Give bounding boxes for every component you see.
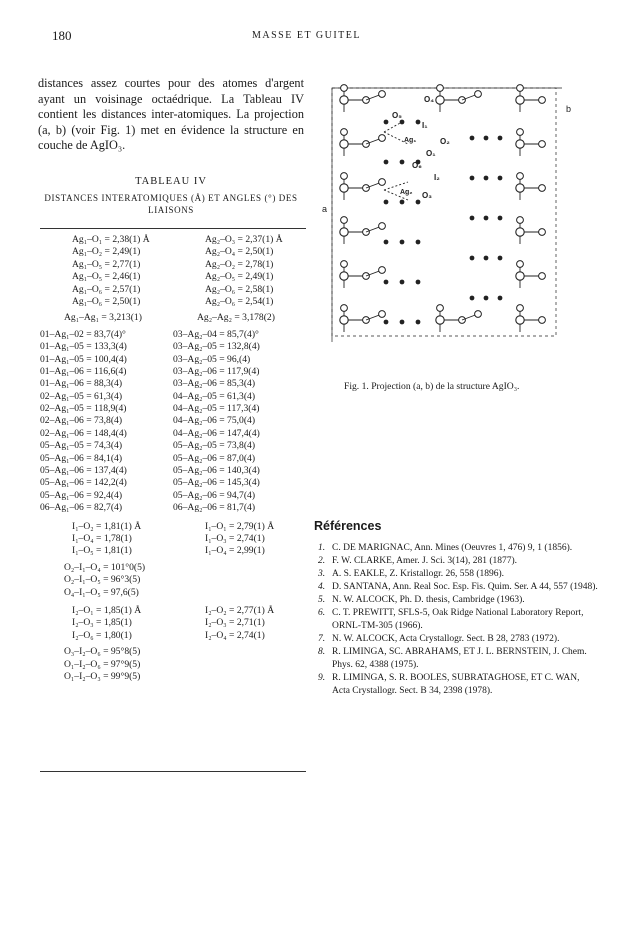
table-row [40, 617, 306, 629]
silver-atom [400, 320, 405, 325]
silver-atom [400, 160, 405, 165]
silver-atom [416, 200, 421, 205]
table-cell: 01–Ag₁–06 = 116,6(4) [40, 365, 127, 377]
oxygen-atom [475, 91, 482, 98]
table-cell: 05–Ag₁–06 = 137,4(4) [40, 465, 127, 477]
table-cell: I₂–O₃ = 1,85(1) [72, 617, 132, 629]
table-cell: 02–Ag₁–06 = 148,4(4) [40, 427, 127, 439]
oxygen-atom [379, 223, 386, 230]
silver-atom [484, 136, 489, 141]
iodine-atom [516, 96, 524, 104]
table-bottom-rule [40, 771, 306, 772]
table-row [40, 490, 306, 502]
table-cell: 05–Ag₁–06 = 142,2(4) [40, 477, 127, 489]
body-paragraph: distances assez courtes pour des atomes d'argent ayant un voisinage octaédrique. La Tableau IV contient les distances inter-atomiques. La projection (a, b) (voir Fig. 1) met en évidence la structure en couche de AgIO₃. [38, 76, 304, 153]
iodine-atom [340, 140, 348, 148]
table-row [40, 354, 306, 366]
silver-atom [470, 216, 475, 221]
table-row [40, 246, 306, 258]
oxygen-atom [341, 85, 348, 92]
table-cell: 05–Ag₂–06 = 140,3(4) [173, 465, 260, 477]
silver-atom [484, 216, 489, 221]
table-cell: Ag₂–O₆ = 2,54(1) [205, 295, 274, 307]
silver-atom [384, 160, 389, 165]
oxygen-atom [517, 305, 524, 312]
reference-item [318, 607, 598, 633]
table-row [40, 630, 306, 642]
table-cell: I₁–O₄ = 1,78(1) [72, 532, 132, 544]
silver-atom [384, 280, 389, 285]
reference-item [318, 555, 598, 568]
reference-item [318, 542, 598, 555]
oxygen-atom [341, 173, 348, 180]
table-cell: I₂–O₆ = 1,80(1) [72, 629, 132, 641]
reference-text: A. S. EAKLE, Z. Kristallogr. 26, 558 (1896). [332, 569, 505, 579]
table-cell: 03–Ag₂–06 = 117,9(4) [173, 365, 260, 377]
oxygen-atom [517, 173, 524, 180]
table-row [40, 465, 306, 477]
label-o2: O₂ [440, 137, 450, 146]
table-row [40, 428, 306, 440]
table-cell: Ag₂–O₂ = 2,78(1) [205, 258, 274, 270]
table-cell: Ag₂–O₅ = 2,49(1) [205, 271, 274, 283]
reference-number: 2. [318, 556, 326, 566]
oxygen-atom [341, 129, 348, 136]
a-axis-label: a [322, 204, 328, 214]
oxygen-atom [539, 97, 546, 104]
table-row [40, 477, 306, 489]
reference-item [318, 672, 598, 698]
table-cell: O₁–I₂–O₃ = 99°9(5) [64, 670, 141, 682]
table-row [40, 234, 306, 246]
reference-text: C. DE MARIGNAC, Ann. Mines (Oeuvres 1, 476) 9, 1 (1856). [332, 543, 573, 553]
oxygen-atom [539, 185, 546, 192]
table-cell: 02–Ag₁–05 = 118,9(4) [40, 403, 127, 415]
table-cell: 05–Ag₂–06 = 87,0(4) [173, 452, 256, 464]
silver-atom [484, 256, 489, 261]
table-cell: Ag₂–O₃ = 2,37(1) Å [205, 234, 283, 245]
oxygen-atom [517, 85, 524, 92]
table-cell: 05–Ag₁–06 = 92,4(4) [40, 489, 123, 501]
reference-item [318, 594, 598, 607]
reference-number: 3. [318, 569, 326, 579]
table-cell: Ag₁–O₆ = 2,57(1) [72, 283, 141, 295]
table-row [40, 605, 306, 617]
table-row [40, 284, 306, 296]
table-row [40, 403, 306, 415]
running-head: MASSE ET GUITEL [252, 30, 361, 41]
silver-atom [384, 200, 389, 205]
oxygen-atom [379, 267, 386, 274]
table-cell: O₃–I₂–O₆ = 95°8(5) [64, 646, 141, 658]
silver-atom [400, 200, 405, 205]
silver-atom [400, 280, 405, 285]
table-cell: O₂–I₁–O₄ = 101°0(5) [64, 561, 146, 573]
reference-text: D. SANTANA, Ann. Real Soc. Esp. Fis. Quim. Ser. A 44, 557 (1948). [332, 582, 598, 592]
table-cell: 06–Ag₂–06 = 81,7(4) [173, 502, 256, 514]
iodine-atom [340, 184, 348, 192]
silver-atom [384, 240, 389, 245]
label-o1: O₁ [426, 149, 436, 158]
silver-atom [498, 136, 503, 141]
iodine-atom [436, 96, 444, 104]
page-number: 180 [52, 28, 72, 43]
reference-number: 9. [318, 673, 326, 683]
reference-number: 5. [318, 595, 326, 605]
label-ag2: Ag₂ [400, 189, 413, 196]
silver-atom [498, 256, 503, 261]
iodine-atom [340, 96, 348, 104]
iodine-atom [516, 316, 524, 324]
table-cell: 05–Ag₂–06 = 145,3(4) [173, 477, 260, 489]
silver-atom [498, 296, 503, 301]
table-row [40, 259, 306, 271]
table-cell: I₂–O₁ = 1,85(1) Å [72, 604, 142, 616]
table-cell: Ag₁–O₆ = 2,50(1) [72, 295, 141, 307]
table-title: TABLEAU IV [135, 176, 207, 187]
table-cell: 02–Ag₁–06 = 73,8(4) [40, 415, 123, 427]
iodine-atom [340, 228, 348, 236]
iodine-atom [340, 272, 348, 280]
reference-item [318, 633, 598, 646]
table-cell: Ag₂–Ag₂ = 3,178(2) [197, 312, 275, 324]
label-o4: O₄ [424, 95, 435, 104]
table-cell: I₂–O₄ = 2,74(1) [205, 629, 265, 641]
table-row [40, 587, 306, 599]
reference-text: N. W. ALCOCK, Acta Crystallogr. Sect. B 28, 2783 (1972). [332, 634, 560, 644]
table-row [40, 562, 306, 574]
silver-atom [498, 176, 503, 181]
reference-number: 6. [318, 608, 326, 618]
oxygen-atom [379, 311, 386, 318]
table-cell: I₁–O₁ = 2,79(1) Å [205, 520, 275, 532]
silver-atom [384, 320, 389, 325]
silver-atom [498, 216, 503, 221]
table-row [40, 521, 306, 533]
oxygen-atom [437, 85, 444, 92]
oxygen-atom [539, 141, 546, 148]
reference-item [318, 581, 598, 594]
oxygen-atom [517, 261, 524, 268]
silver-atom [416, 280, 421, 285]
oxygen-atom [539, 273, 546, 280]
b-axis-label: b [566, 104, 572, 114]
oxygen-atom [539, 317, 546, 324]
reference-text: R. LIMINGA, SC. ABRAHAMS, ET J. L. BERNSTEIN, J. Chem. Phys. 62, 4388 (1975). [332, 647, 587, 670]
table-row [40, 545, 306, 557]
table-row [40, 502, 306, 514]
table-cell: 05–Ag₁–06 = 84,1(4) [40, 452, 123, 464]
figure-caption: Fig. 1. Projection (a, b) de la structure AgIO₃. [344, 381, 520, 392]
table-cell: Ag₂–O₆ = 2,58(1) [205, 283, 274, 295]
label-i1: I₁ [422, 121, 428, 130]
iodine-atom [516, 228, 524, 236]
oxygen-atom [341, 261, 348, 268]
structure-projection-figure [322, 72, 578, 362]
reference-item [318, 646, 598, 672]
label-o6: O₆ [412, 161, 422, 170]
table-row [40, 646, 306, 658]
oxygen-atom [517, 129, 524, 136]
table-cell: I₁–O₄ = 2,99(1) [205, 545, 265, 557]
label-o3: O₃ [422, 191, 432, 200]
reference-item [318, 568, 598, 581]
table-cell: Ag₁–Ag₁ = 3,213(1) [64, 312, 142, 324]
table-row [40, 440, 306, 452]
table-cell: 05–Ag₂–06 = 94,7(4) [173, 489, 256, 501]
reference-text: F. W. CLARKE, Amer. J. Sci. 3(14), 281 (1877). [332, 556, 518, 566]
table-cell: O₂–I₁–O₅ = 96°3(5) [64, 574, 141, 586]
table-cell: I₁–O₂ = 1,81(1) Å [72, 520, 142, 532]
reference-text: R. LIMINGA, S. R. BOOLES, SUBRATAGHOSE, ET C. WAN, Acta Crystallogr. Sect. B 34, 2398 (1978). [332, 673, 580, 696]
table-cell: 03–Ag₂–05 = 96,(4) [173, 353, 251, 365]
label-ag1: Ag₁ [404, 137, 417, 144]
table-cell: 04–Ag₂–06 = 75,0(4) [173, 415, 256, 427]
reference-text: N. W. ALCOCK, Ph. D. thesis, Cambridge (1963). [332, 595, 525, 605]
reference-number: 1. [318, 543, 326, 553]
iodine-atom [516, 184, 524, 192]
table-cell: 05–Ag₂–05 = 73,8(4) [173, 440, 256, 452]
table-cell: 06–Ag₁–06 = 82,7(4) [40, 502, 123, 514]
silver-atom [470, 256, 475, 261]
oxygen-atom [437, 305, 444, 312]
reference-number: 8. [318, 647, 326, 657]
oxygen-atom [475, 311, 482, 318]
table-row [40, 453, 306, 465]
table-cell: Ag₁–O₅ = 2,77(1) [72, 258, 141, 270]
table-cell: O₁–I₂–O₆ = 97°9(5) [64, 658, 141, 670]
distances-table [40, 234, 306, 683]
table-cell: Ag₁–O₅ = 2,46(1) [72, 271, 141, 283]
table-row [40, 659, 306, 671]
iodine-atom [516, 140, 524, 148]
table-cell: 03–Ag₂–06 = 85,3(4) [173, 378, 256, 390]
reference-text: C. T. PREWITT, SFLS-5, Oak Ridge National Laboratory Report, ORNL-TM-305 (1966). [332, 608, 584, 631]
table-row [40, 312, 306, 324]
table-cell: 01–Ag₁–06 = 88,3(4) [40, 378, 123, 390]
table-row [40, 366, 306, 378]
table-row [40, 415, 306, 427]
table-row [40, 391, 306, 403]
reference-number: 7. [318, 634, 326, 644]
silver-atom [470, 176, 475, 181]
table-cell: Ag₁–O₁ = 2,38(1) Å [72, 234, 150, 245]
silver-atom [416, 120, 421, 125]
table-cell: I₁–O₅ = 1,81(1) [72, 545, 132, 557]
table-top-rule [40, 228, 306, 229]
silver-atom [484, 296, 489, 301]
silver-atom [484, 176, 489, 181]
silver-atom [470, 296, 475, 301]
silver-atom [470, 136, 475, 141]
table-cell: 03–Ag₂–05 = 132,8(4) [173, 341, 260, 353]
table-cell: 04–Ag₂–06 = 147,4(4) [173, 427, 260, 439]
table-caption: DISTANCES INTERATOMIQUES (Å) ET ANGLES (°) DES LIAISONS [44, 193, 298, 215]
table-cell: 03–Ag₂–04 = 85,7(4)° [173, 328, 259, 340]
table-row [40, 533, 306, 545]
label-i2: I₂ [434, 173, 440, 182]
label-o5: O₅ [392, 111, 402, 120]
table-cell: I₂–O₃ = 2,71(1) [205, 617, 265, 629]
table-cell: 01–Ag₁–05 = 100,4(4) [40, 353, 127, 365]
table-row [40, 341, 306, 353]
table-row [40, 329, 306, 341]
table-cell: 01–Ag₁–02 = 83,7(4)° [40, 328, 126, 340]
table-cell: 04–Ag₂–05 = 117,3(4) [173, 403, 260, 415]
table-cell: 05–Ag₁–05 = 74,3(4) [40, 440, 123, 452]
table-cell: I₂–O₂ = 2,77(1) Å [205, 604, 275, 616]
iodine-atom [340, 316, 348, 324]
iodine-atom [436, 316, 444, 324]
oxygen-atom [341, 217, 348, 224]
silver-atom [400, 240, 405, 245]
oxygen-atom [517, 217, 524, 224]
table-cell: I₁–O₃ = 2,74(1) [205, 532, 265, 544]
table-row [40, 574, 306, 586]
table-row [40, 378, 306, 390]
oxygen-atom [379, 135, 386, 142]
table-cell: Ag₁–O₂ = 2,49(1) [72, 246, 141, 258]
oxygen-atom [539, 229, 546, 236]
table-cell: 04–Ag₂–05 = 61,3(4) [173, 390, 256, 402]
references-list [318, 542, 598, 698]
reference-number: 4. [318, 582, 326, 592]
table-cell: 02–Ag₁–05 = 61,3(4) [40, 390, 123, 402]
table-cell: 01–Ag₁–05 = 133,3(4) [40, 341, 127, 353]
oxygen-atom [379, 179, 386, 186]
silver-atom [416, 320, 421, 325]
silver-atom [384, 120, 389, 125]
table-row [40, 271, 306, 283]
oxygen-atom [341, 305, 348, 312]
table-row [40, 671, 306, 683]
unit-cell-frame [332, 88, 556, 336]
silver-atom [416, 240, 421, 245]
table-row [40, 296, 306, 308]
references-heading: Références [314, 519, 382, 533]
table-cell: O₄–I₁–O₅ = 97,6(5) [64, 586, 139, 598]
iodine-atom [516, 272, 524, 280]
oxygen-atom [379, 91, 386, 98]
table-cell: Ag₂–O₄ = 2,50(1) [205, 246, 274, 258]
